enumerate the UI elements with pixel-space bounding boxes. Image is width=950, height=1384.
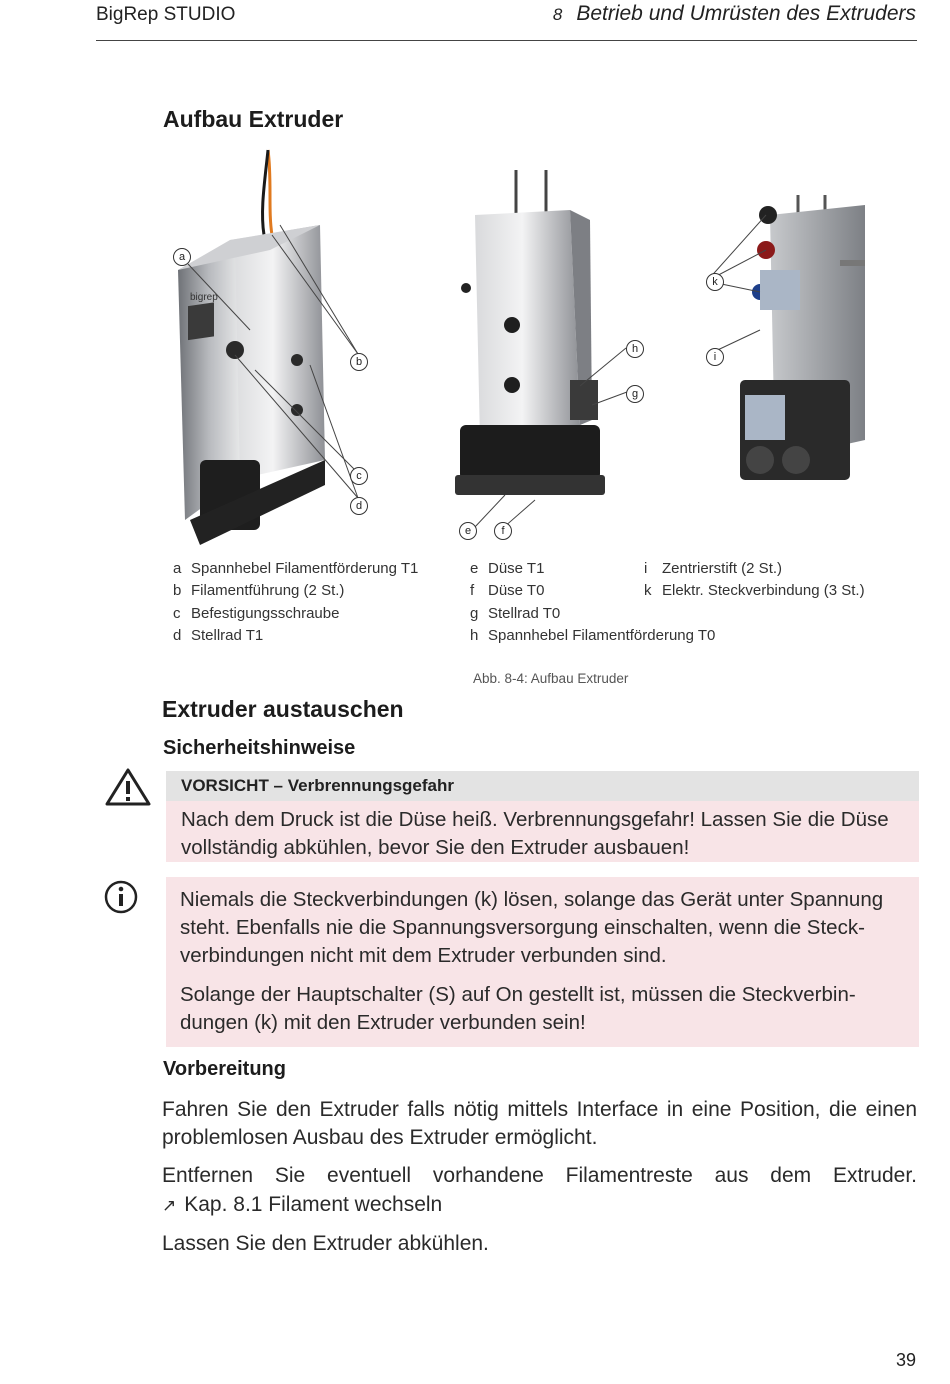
page-number: 39: [895, 1350, 916, 1370]
callout-a: a: [173, 248, 191, 266]
extruder-view-3: [740, 195, 865, 480]
header-rule: [96, 40, 917, 41]
warning-triangle-icon: [104, 767, 152, 807]
chapter-link-text[interactable]: Kap. 8.1 Filament wechseln: [184, 1193, 443, 1216]
warning-header: [166, 771, 919, 801]
warning-text: Nach dem Druck ist die Düse heiß. Verbrennungsgefahr! Lassen Sie die Düse vollständig abkühlen, bevor Sie den Extruder ausbauen!: [181, 808, 889, 859]
extruder-figure: [160, 140, 920, 550]
legend-item: k Elektr. Steckverbindung (3 St.): [644, 582, 865, 599]
info-paragraph-2: Solange der Hauptschalter (S) auf On gestellt ist, müssen die Steckverbindungen (k) mit den Extruder verbunden sein!: [180, 983, 856, 1034]
prep-paragraph-2: Entfernen Sie eventuell vorhandene Filamentreste aus dem Extruder.: [162, 1164, 917, 1187]
callout-c: c: [350, 467, 368, 485]
callout-b: b: [350, 353, 368, 371]
info-paragraph-1: Niemals die Steckverbindungen (k) lösen, solange das Gerät unter Spannung steht. Ebenfalls nie die Spannungsversorgung einschalten, wenn die Steckverbindungen nicht mit dem Extruder verbunden sind.: [180, 888, 884, 967]
section-title-austauschen: Extruder austauschen: [162, 696, 404, 722]
link-arrow-icon: ↗: [162, 1196, 177, 1215]
subsection-title-vorbereitung: Vorbereitung: [163, 1058, 286, 1080]
warning-heading: VORSICHT – Verbrennungsgefahr: [181, 776, 454, 795]
chapter-link[interactable]: [162, 1191, 442, 1220]
prep-paragraph-1: Fahren Sie den Extruder falls nötig mittels Interface in eine Position, die einen problemlosen Ausbau des Extruder ermöglicht.: [162, 1098, 917, 1149]
legend-item: e Düse T1: [470, 560, 545, 577]
chapter-number: 8: [552, 5, 563, 24]
subsection-title-safety: Sicherheitshinweise: [163, 737, 356, 759]
legend-item: i Zentrierstift (2 St.): [644, 560, 783, 577]
callout-f: f: [494, 522, 512, 540]
legend-item: g Stellrad T0: [470, 605, 561, 622]
figure-caption: Abb. 8-4: Aufbau Extruder: [473, 671, 629, 686]
svg-text:bigrep: bigrep: [190, 292, 218, 303]
callout-h: h: [626, 340, 644, 358]
callout-k: k: [706, 273, 724, 291]
legend-item: b Filamentführung (2 St.): [173, 582, 345, 599]
legend-item: d Stellrad T1: [173, 627, 264, 644]
legend-item: c Befestigungsschraube: [173, 605, 340, 622]
legend-item: a Spannhebel Filamentförderung T1: [173, 560, 419, 577]
callout-i: i: [706, 348, 724, 366]
callout-e: e: [459, 522, 477, 540]
extruder-view-2: [455, 170, 605, 495]
warning-body: [166, 801, 919, 862]
prep-paragraph-3: Lassen Sie den Extruder abkühlen.: [162, 1232, 489, 1255]
info-box: [166, 877, 919, 1047]
callout-g: g: [626, 385, 644, 403]
chapter-title: Betrieb und Umrüsten des Extruders: [576, 2, 916, 25]
info-icon: [103, 879, 139, 915]
callout-d: d: [350, 497, 368, 515]
legend-item: f Düse T0: [470, 582, 545, 599]
legend-item: h Spannhebel Filamentförderung T0: [470, 627, 716, 644]
extruder-view-1: [178, 150, 325, 545]
running-header-chapter: [553, 2, 916, 26]
running-header-title: BigRep STUDIO: [96, 4, 236, 25]
section-title-aufbau: Aufbau Extruder: [163, 106, 344, 132]
